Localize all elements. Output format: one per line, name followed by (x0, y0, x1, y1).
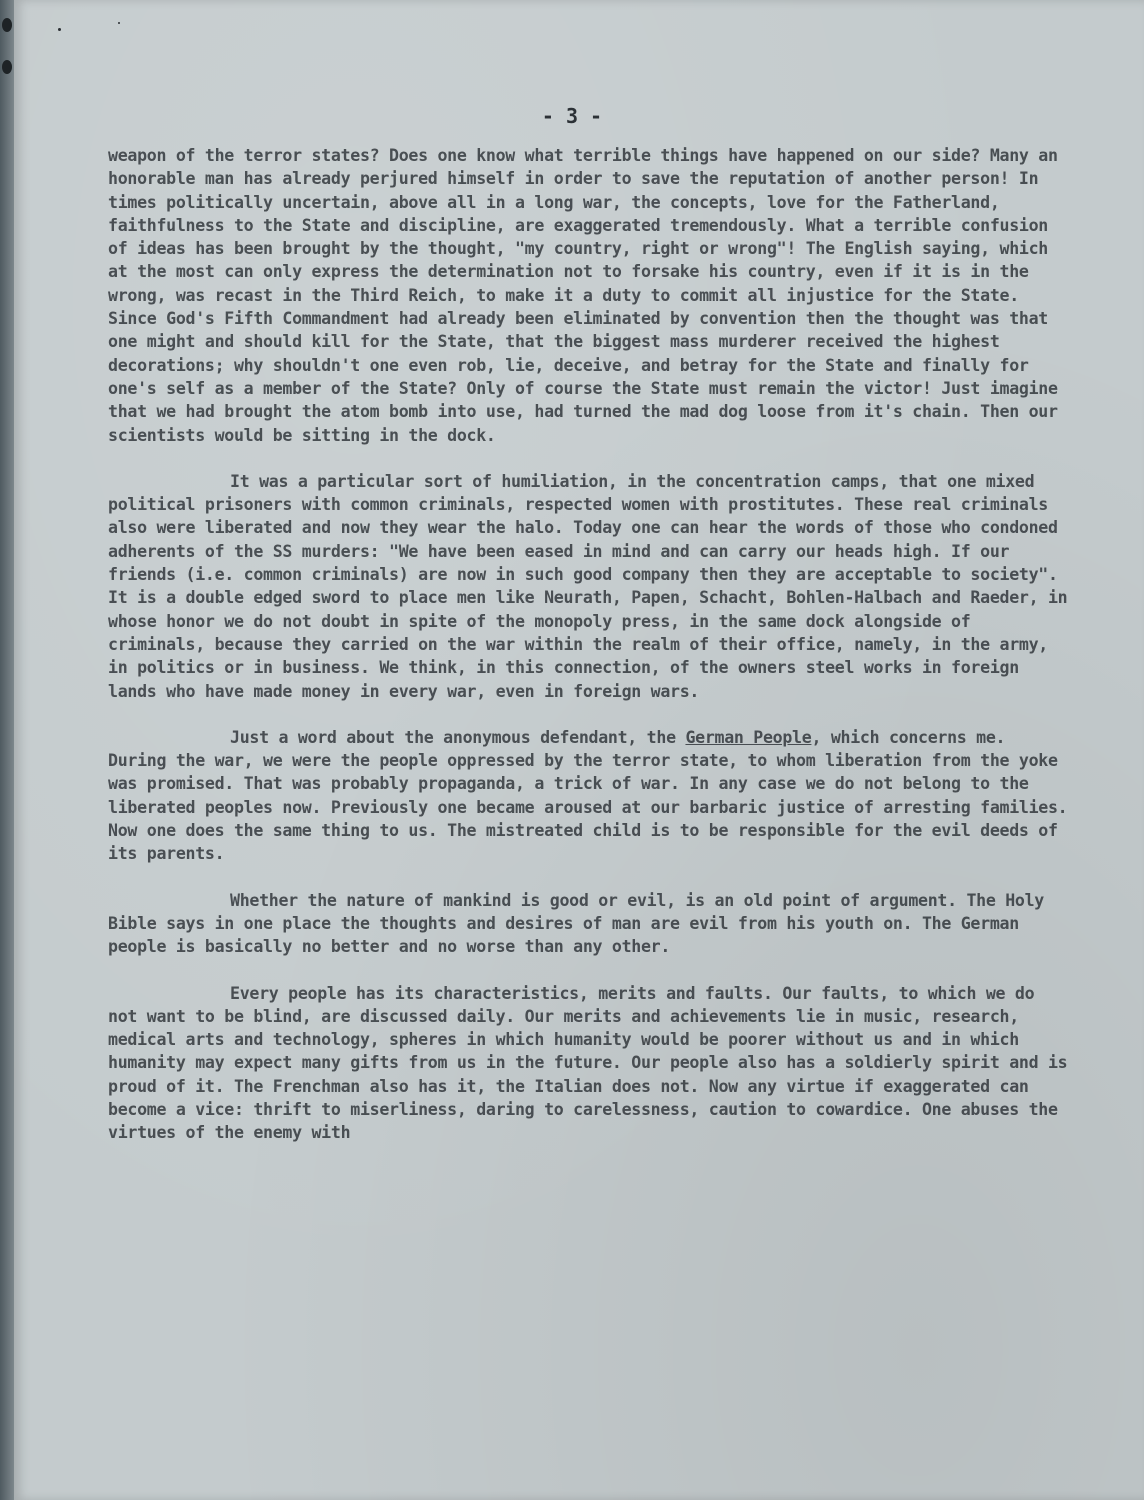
paragraph-3-rest: , which concerns me. During the war, we were the people oppressed by the terror state, to whom liberation from the yoke was promised. That was probably propaganda, a trick of war. In any case we do not belong to the liberated peoples now. Previously one became aroused at our barbaric justice of arresting families. Now one does the same thing to us. The mistreated child is to be responsible for the evil deeds of its parents. (108, 727, 1068, 864)
page-left-edge (0, 0, 14, 1500)
paper-speck (118, 22, 120, 24)
document-body (108, 144, 1068, 1145)
paper-speck (58, 28, 61, 31)
paragraph-3-lead: Just a word about the anonymous defendant, the (230, 727, 686, 747)
paragraph-2: It was a particular sort of humiliation, in the concentration camps, that one mixed political prisoners with common criminals, respected women with prostitutes. These real criminals also were liberated and now they wear the halo. Today one can hear the words of those who condoned adherents of the SS murders: "We have been eased in mind and can carry our heads high. If our friends (i.e. common criminals) are now in such good company then they are acceptable to society". It is a double edged sword to place men like Neurath, Papen, Schacht, Bohlen-Halbach and Raeder, in whose honor we do not doubt in spite of the monopoly press, in the same dock alongside of criminals, because they carried on the war within the realm of their office, namely, in the army, in politics or in business. We think, in this connection, of the owners steel works in foreign lands who have made money in every war, even in foreign wars. (108, 471, 1068, 701)
underlined-german-people: German People (685, 727, 812, 747)
paragraph-5: Every people has its characteristics, merits and faults. Our faults, to which we do not want to be blind, are discussed daily. Our merits and achievements lie in music, research, medical arts and technology, spheres in which humanity would be poorer without us and in which humanity may expect many gifts from us in the future. Our people also has a soldierly spirit and is proud of it. The Frenchman also has it, the Italian does not. Now any virtue if exaggerated can become a vice: thrift to miserliness, daring to carelessness, caution to cowardice. One abuses the virtues of the enemy with (108, 983, 1068, 1143)
paragraph-4: Whether the nature of mankind is good or evil, is an old point of argument. The Holy Bible says in one place the thoughts and desires of man are evil from his youth on. The German people is basically no better and no worse than any other. (108, 890, 1044, 957)
page-number: - 3 - (541, 104, 603, 128)
binder-hole (2, 60, 12, 74)
binder-hole (2, 18, 12, 32)
paragraph-1: weapon of the terror states? Does one know what terrible things have happened on our side? Many an honorable man has already perjured himself in order to save the reputation of another person! In times politically uncertain, above all in a long war, the concepts, love for the Fatherland, faithfulness to the State and discipline, are exaggerated tremendously. What a terrible confusion of ideas has been brought by the thought, "my country, right or wrong"! The English saying, which at the most can only express the determination not to forsake his country, even if it is in the wrong, was recast in the Third Reich, to make it a duty to commit all injustice for the State. Since God's Fifth Commandment had already been eliminated by convention then the thought was that one might and should kill for the State, that the biggest mass murderer received the highest decorations; why shouldn't one even rob, lie, deceive, and betray for the State and finally for one's self as a member of the State? Only of course the State must remain the victor! Just imagine that we had brought the atom bomb into use, had turned the mad dog loose from it's chain. Then our scientists would be sitting in the dock. (108, 146, 1058, 445)
paragraph-3 (108, 726, 1068, 866)
